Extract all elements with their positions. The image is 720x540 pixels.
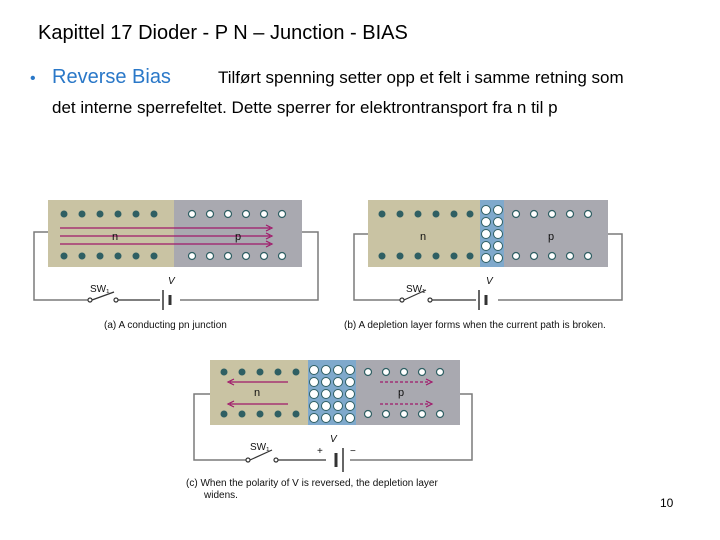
bullet-text-line1: Tilført spenning setter opp et felt i samme retning som [218,68,624,87]
caption-b: (b) A depletion layer forms when the current path is broken. [344,320,606,331]
switch-label-b: SW₁ [406,284,426,295]
n-label-a: n [112,231,119,243]
caption-c-line1: (c) When the polarity of V is reversed, the depletion layer [186,478,438,489]
battery-b [479,290,486,310]
figure-c [186,360,490,510]
p-label-c: p [398,387,405,399]
bullet-label: Reverse Bias [52,66,171,88]
figure-a [30,196,330,336]
caption-c-line2: widens. [204,490,238,501]
plus-sign-c: + [317,446,323,457]
voltage-label-a: V [168,276,175,287]
voltage-label-c: V [330,434,337,445]
page-number: 10 [660,496,674,510]
bullet-text-line2: det interne sperrefeltet. Dette sperrer for elektrontransport fra n til p [52,98,558,117]
n-label-c: n [254,387,261,399]
battery-c [336,448,343,472]
minus-sign-c: − [350,446,356,457]
p-label-b: p [548,231,555,243]
bullet-dot-icon: • [30,70,36,87]
figure-b [344,196,648,336]
caption-a: (a) A conducting pn junction [104,320,227,331]
slide-title: Kapittel 17 Dioder - P N – Junction - BIAS [38,22,408,44]
switch-label-c: SW₁ [250,442,270,453]
switch-label-a: SW₁ [90,284,110,295]
voltage-label-b: V [486,276,493,287]
n-label-b: n [420,231,427,243]
battery-a [163,290,170,310]
p-label-a: p [235,231,242,243]
